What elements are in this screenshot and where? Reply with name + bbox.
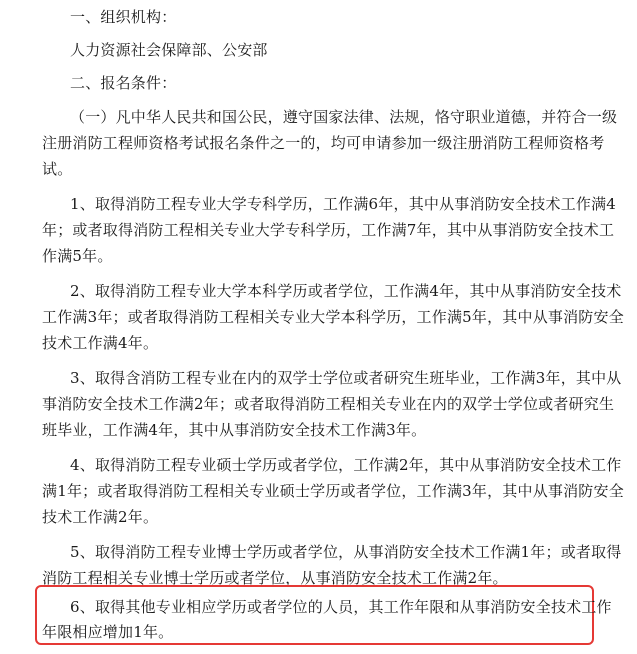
section1-content: 人力资源社会保障部、公安部 bbox=[70, 41, 268, 59]
item2-line2: 工作满3年；或者取得消防工程相关专业大学本科学历，工作满5年，其中从事消防安全 bbox=[42, 308, 624, 326]
item3-line1: 3、取得含消防工程专业在内的双学士学位或者研究生班毕业，工作满3年，其中从 bbox=[70, 369, 622, 387]
general-condition-line2: 注册消防工程师资格考试报名条件之一的，均可申请参加一级注册消防工程师资格考 bbox=[42, 134, 605, 152]
item6-line2: 年限相应增加1年。 bbox=[42, 623, 174, 641]
item3-line2: 事消防安全技术工作满2年；或者取得消防工程相关专业在内的双学士学位或者研究生 bbox=[42, 395, 615, 413]
item5-line1: 5、取得消防工程专业博士学历或者学位，从事消防安全技术工作满1年；或者取得 bbox=[70, 543, 622, 561]
item4-line2: 满1年；或者取得消防工程相关专业硕士学历或者学位，工作满3年，其中从事消防安全 bbox=[42, 482, 624, 500]
item4-line1: 4、取得消防工程专业硕士学历或者学位，工作满2年，其中从事消防安全技术工作 bbox=[70, 456, 622, 474]
item5-line2: 消防工程相关专业博士学历或者学位，从事消防安全技术工作满2年。 bbox=[42, 569, 508, 587]
section1-title: 一、组织机构： bbox=[70, 8, 177, 26]
item1-line3: 作满5年。 bbox=[42, 247, 113, 265]
item6-line1: 6、取得其他专业相应学历或者学位的人员，其工作年限和从事消防安全技术工作 bbox=[70, 598, 612, 616]
section2-title: 二、报名条件： bbox=[70, 74, 177, 92]
general-condition-line1: （一）凡中华人民共和国公民，遵守国家法律、法规，恪守职业道德，并符合一级 bbox=[70, 108, 618, 126]
item3-line3: 班毕业，工作满4年，其中从事消防安全技术工作满3年。 bbox=[42, 421, 427, 439]
item1-line1: 1、取得消防工程专业大学专科学历，工作满6年，其中从事消防安全技术工作满4 bbox=[70, 195, 617, 213]
item2-line3: 技术工作满4年。 bbox=[42, 334, 159, 352]
general-condition-line3: 试。 bbox=[42, 160, 73, 178]
item1-line2: 年；或者取得消防工程相关专业大学专科学历，工作满7年，其中从事消防安全技术工 bbox=[42, 221, 615, 239]
item2-line1: 2、取得消防工程专业大学本科学历或者学位，工作满4年，其中从事消防安全技术 bbox=[70, 282, 622, 300]
item4-line3: 技术工作满2年。 bbox=[42, 508, 159, 526]
